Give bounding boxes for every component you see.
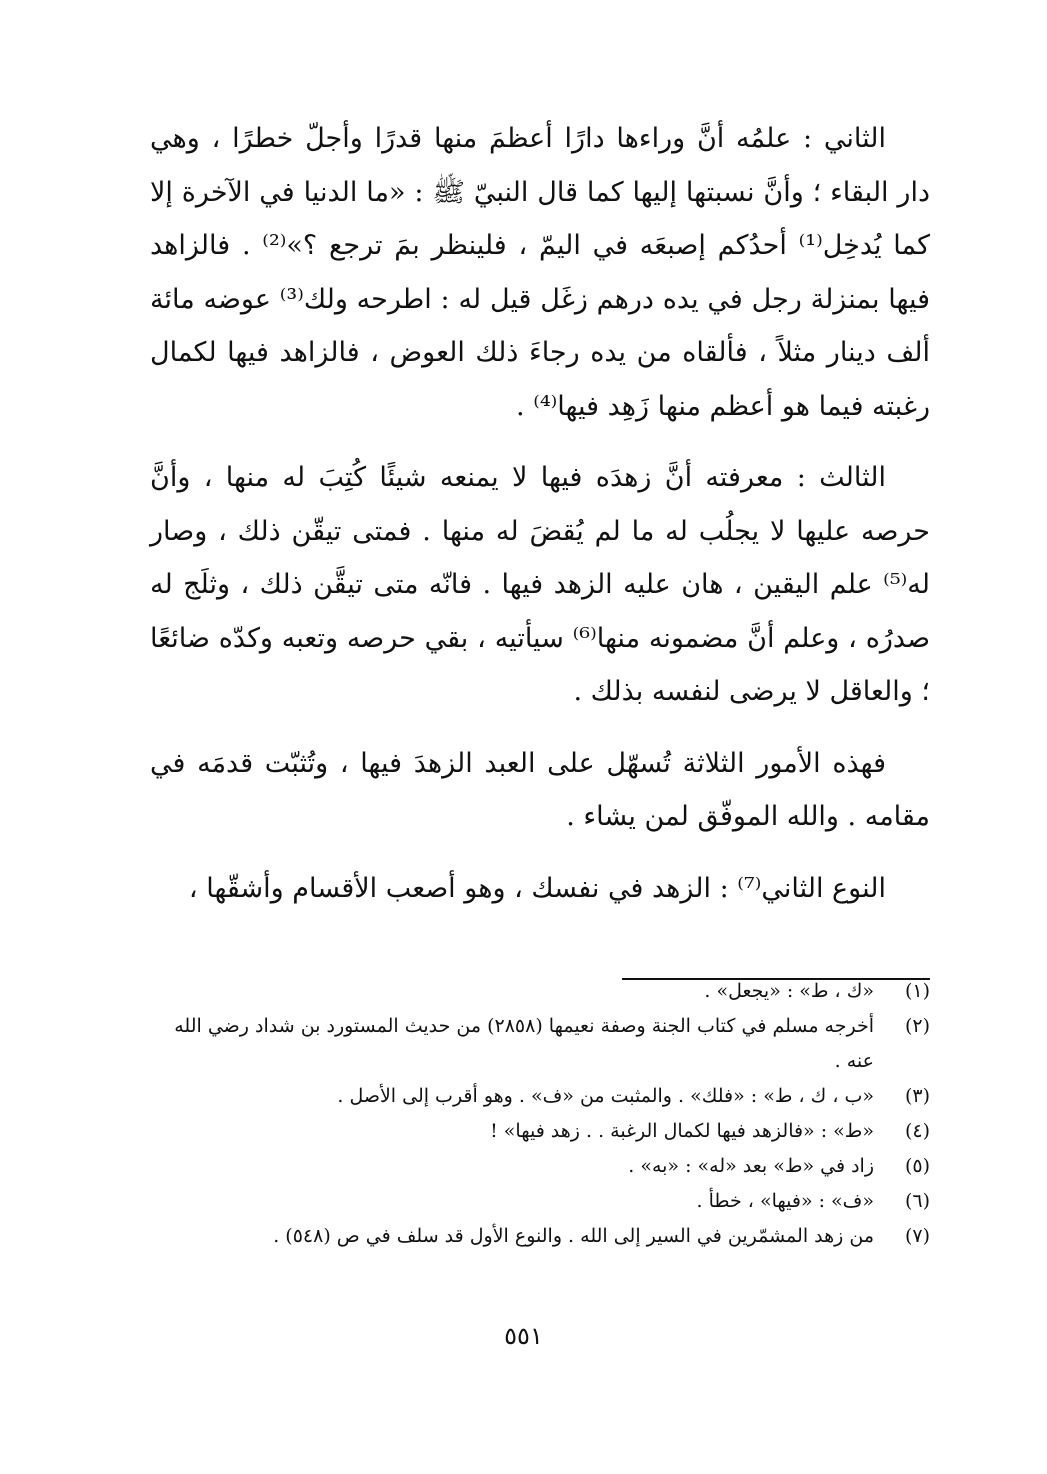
footnote-text: «ك ، ط» : «يجعل» .: [704, 980, 874, 1002]
footnote-item: [150, 1114, 930, 1149]
footnote-item: [150, 1184, 930, 1219]
paragraph-second-type: النوع الثاني⁽⁷⁾ : الزهد في نفسك ، وهو أصعب الأقسام وأشقّها ،: [188, 872, 886, 904]
footnote-number: (٥): [904, 1155, 930, 1177]
footnote-number: (٦): [904, 1190, 930, 1212]
footnote-number: (٣): [904, 1085, 930, 1107]
footnote-text: «ف» : «فيها» ، خطأ .: [696, 1190, 874, 1212]
paragraph-third-reason: الثالث : معرفته أنَّ زهدَه فيها لا يمنعه شيئًا كُتِبَ له منها ، وأنَّ حرصه عليها لا يجلُب له ما لم يُقضَ له منها . فمتى تيقّن ذلك ، وصار له⁽⁵⁾ علم اليقين ، هان عليه الزهد فيها . فانّه متى تيقَّن ذلك ، وثلَج له صدرُه ، وعلم أنَّ مضمونه منها⁽⁶⁾ سيأتيه ، بقي حرصه وتعبه وكدّه ضائعًا ؛ والعاقل لا يرضى لنفسه بذلك .: [150, 462, 930, 707]
footnote-text: «ط» : «فالزهد فيها لكمال الرغبة . . زهد فيها» !: [490, 1120, 874, 1142]
paragraph-third-reason-prior: الثاني : علمُه أنَّ وراءها دارًا أعظمَ منها قدرًا وأجلّ خطرًا ، وهي دار البقاء ؛ وأنَّ نسبتها إليها كما قال النبيّ ﷺ : «ما الدنيا في الآخرة إلا كما يُدخِل⁽¹⁾ أحدُكم إصبعَه في اليمّ ، فلينظر بمَ ترجع ؟»⁽²⁾ . فالزاهد فيها بمنزلة رجل في يده درهم زغَل قيل له : اطرحه ولك⁽³⁾ عوضه مائة ألف دينار مثلاً ، فألقاه من يده رجاءَ ذلك العوض ، فالزاهد فيها لكمال رغبته فيما هو أعظم منها زَهِد فيها⁽⁴⁾ .: [150, 123, 930, 422]
footnote-item: [150, 1079, 930, 1114]
footnote-text: من زهد المشمّرين في السير إلى الله . والنوع الأول قد سلف في ص (٥٤٨) .: [273, 1225, 874, 1247]
footnote-item: [150, 1219, 930, 1254]
page-number: ٥٥١: [504, 1322, 543, 1350]
footnote-item: [150, 1149, 930, 1184]
footnote-item: [150, 974, 930, 1009]
footnote-number: (١): [904, 980, 930, 1002]
footnote-text: «ب ، ك ، ط» : «فلك» . والمثبت من «ف» . وهو أقرب إلى الأصل .: [337, 1085, 874, 1107]
main-text: [150, 112, 930, 915]
footnote-number: (٧): [904, 1225, 930, 1247]
footnotes: [150, 974, 930, 1254]
footnote-text: زاد في «ط» بعد «له» : «به» .: [628, 1155, 874, 1177]
footnote-text: أخرجه مسلم في كتاب الجنة وصفة نعيمها (٢٨٥٨) من حديث المستورد بن شداد رضي الله عنه .: [174, 1015, 874, 1072]
paragraph-summary: فهذه الأمور الثلاثة تُسهّل على العبد الزهدَ فيها ، وتُثبّت قدمَه في مقامه . والله الموفّق لمن يشاء .: [150, 747, 930, 832]
footnote-number: (٢): [904, 1015, 930, 1037]
footnote-number: (٤): [904, 1120, 930, 1142]
footnote-item: [150, 1009, 930, 1079]
